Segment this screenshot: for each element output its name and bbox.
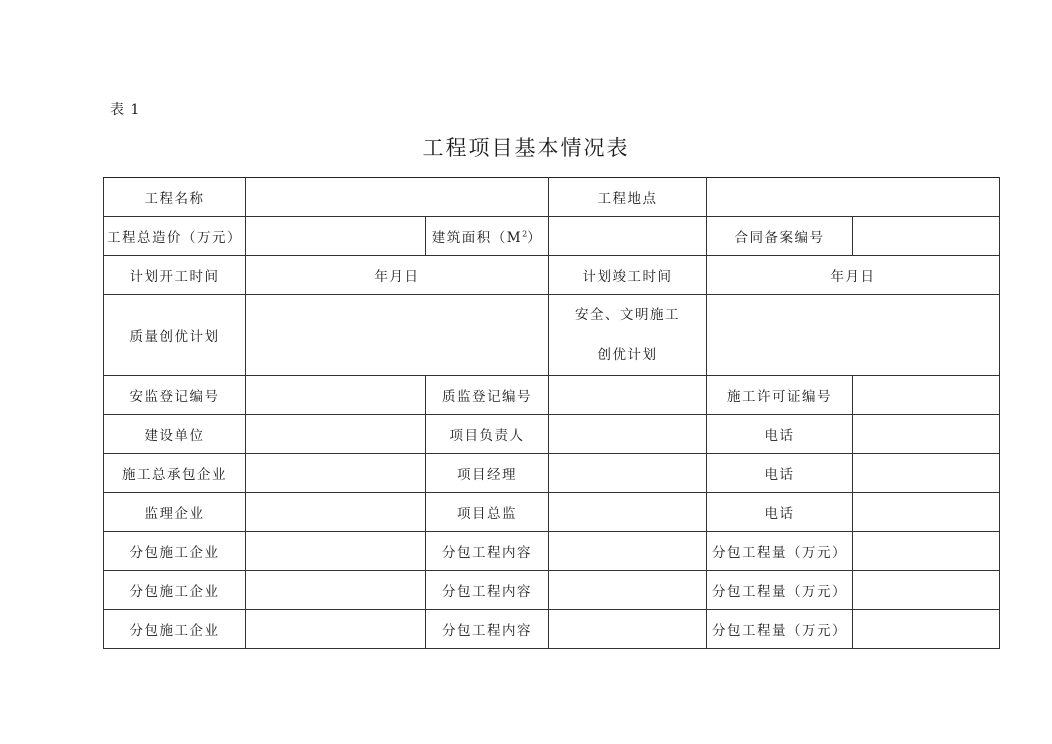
developer-label: 建设单位 <box>104 415 246 454</box>
phone-label: 电话 <box>707 415 853 454</box>
table-row <box>104 295 1000 376</box>
table-row <box>104 454 1000 493</box>
subcontractor-field[interactable] <box>246 571 426 610</box>
planned-start-label: 计划开工时间 <box>104 256 246 295</box>
safety-plan-label: 安全、文明施工 创优计划 <box>549 295 707 376</box>
subcontractor-label: 分包施工企业 <box>104 610 246 649</box>
subcontract-amount-field[interactable] <box>853 571 1000 610</box>
phone-field[interactable] <box>853 493 1000 532</box>
table-number: 表 1 <box>110 102 141 118</box>
safety-registration-field[interactable] <box>246 376 426 415</box>
developer-field[interactable] <box>246 415 426 454</box>
quality-registration-label: 质监登记编号 <box>426 376 549 415</box>
phone-label: 电话 <box>707 454 853 493</box>
safety-registration-label: 安监登记编号 <box>104 376 246 415</box>
planned-finish-label: 计划竣工时间 <box>549 256 707 295</box>
planned-finish-value[interactable]: 年月日 <box>707 256 1000 295</box>
table-row <box>104 493 1000 532</box>
contract-record-field[interactable] <box>853 217 1000 256</box>
project-name-field[interactable] <box>246 178 549 217</box>
subcontractor-label: 分包施工企业 <box>104 532 246 571</box>
building-area-field[interactable] <box>549 217 707 256</box>
table-row <box>104 532 1000 571</box>
table-row <box>104 610 1000 649</box>
construction-permit-field[interactable] <box>853 376 1000 415</box>
subcontractor-field[interactable] <box>246 610 426 649</box>
project-manager-label: 项目经理 <box>426 454 549 493</box>
general-contractor-field[interactable] <box>246 454 426 493</box>
table-row <box>104 256 1000 295</box>
project-location-field[interactable] <box>707 178 1000 217</box>
quality-plan-label: 质量创优计划 <box>104 295 246 376</box>
table-row <box>104 415 1000 454</box>
subcontract-content-label: 分包工程内容 <box>426 610 549 649</box>
subcontract-content-label: 分包工程内容 <box>426 571 549 610</box>
project-name-label: 工程名称 <box>104 178 246 217</box>
phone-field[interactable] <box>853 454 1000 493</box>
subcontract-content-field[interactable] <box>549 610 707 649</box>
table-row <box>104 571 1000 610</box>
table-row <box>104 178 1000 217</box>
supervisor-company-field[interactable] <box>246 493 426 532</box>
planned-start-value[interactable]: 年月日 <box>246 256 549 295</box>
project-leader-label: 项目负责人 <box>426 415 549 454</box>
quality-registration-field[interactable] <box>549 376 707 415</box>
project-leader-field[interactable] <box>549 415 707 454</box>
subcontractor-field[interactable] <box>246 532 426 571</box>
subcontract-content-field[interactable] <box>549 571 707 610</box>
phone-label: 电话 <box>707 493 853 532</box>
subcontract-content-label: 分包工程内容 <box>426 532 549 571</box>
construction-permit-label: 施工许可证编号 <box>707 376 853 415</box>
phone-field[interactable] <box>853 415 1000 454</box>
supervisor-company-label: 监理企业 <box>104 493 246 532</box>
building-area-label: 建筑面积$(M^2)$ <box>426 217 549 256</box>
chief-supervisor-label: 项目总监 <box>426 493 549 532</box>
subcontract-amount-label: 分包工程量（万元） <box>707 532 853 571</box>
project-manager-field[interactable] <box>549 454 707 493</box>
project-info-table <box>103 177 1000 649</box>
subcontract-amount-label: 分包工程量（万元） <box>707 610 853 649</box>
contract-record-label: 合同备案编号 <box>707 217 853 256</box>
subcontract-content-field[interactable] <box>549 532 707 571</box>
subcontract-amount-label: 分包工程量（万元） <box>707 571 853 610</box>
table-row <box>104 217 1000 256</box>
subcontract-amount-field[interactable] <box>853 610 1000 649</box>
chief-supervisor-field[interactable] <box>549 493 707 532</box>
safety-plan-field[interactable] <box>707 295 1000 376</box>
total-cost-label: 工程总造价（万元） <box>104 217 246 256</box>
project-location-label: 工程地点 <box>549 178 707 217</box>
subcontractor-label: 分包施工企业 <box>104 571 246 610</box>
total-cost-field[interactable] <box>246 217 426 256</box>
table-row <box>104 376 1000 415</box>
quality-plan-field[interactable] <box>246 295 549 376</box>
document-title: 工程项目基本情况表 <box>422 136 630 160</box>
general-contractor-label: 施工总承包企业 <box>104 454 246 493</box>
subcontract-amount-field[interactable] <box>853 532 1000 571</box>
